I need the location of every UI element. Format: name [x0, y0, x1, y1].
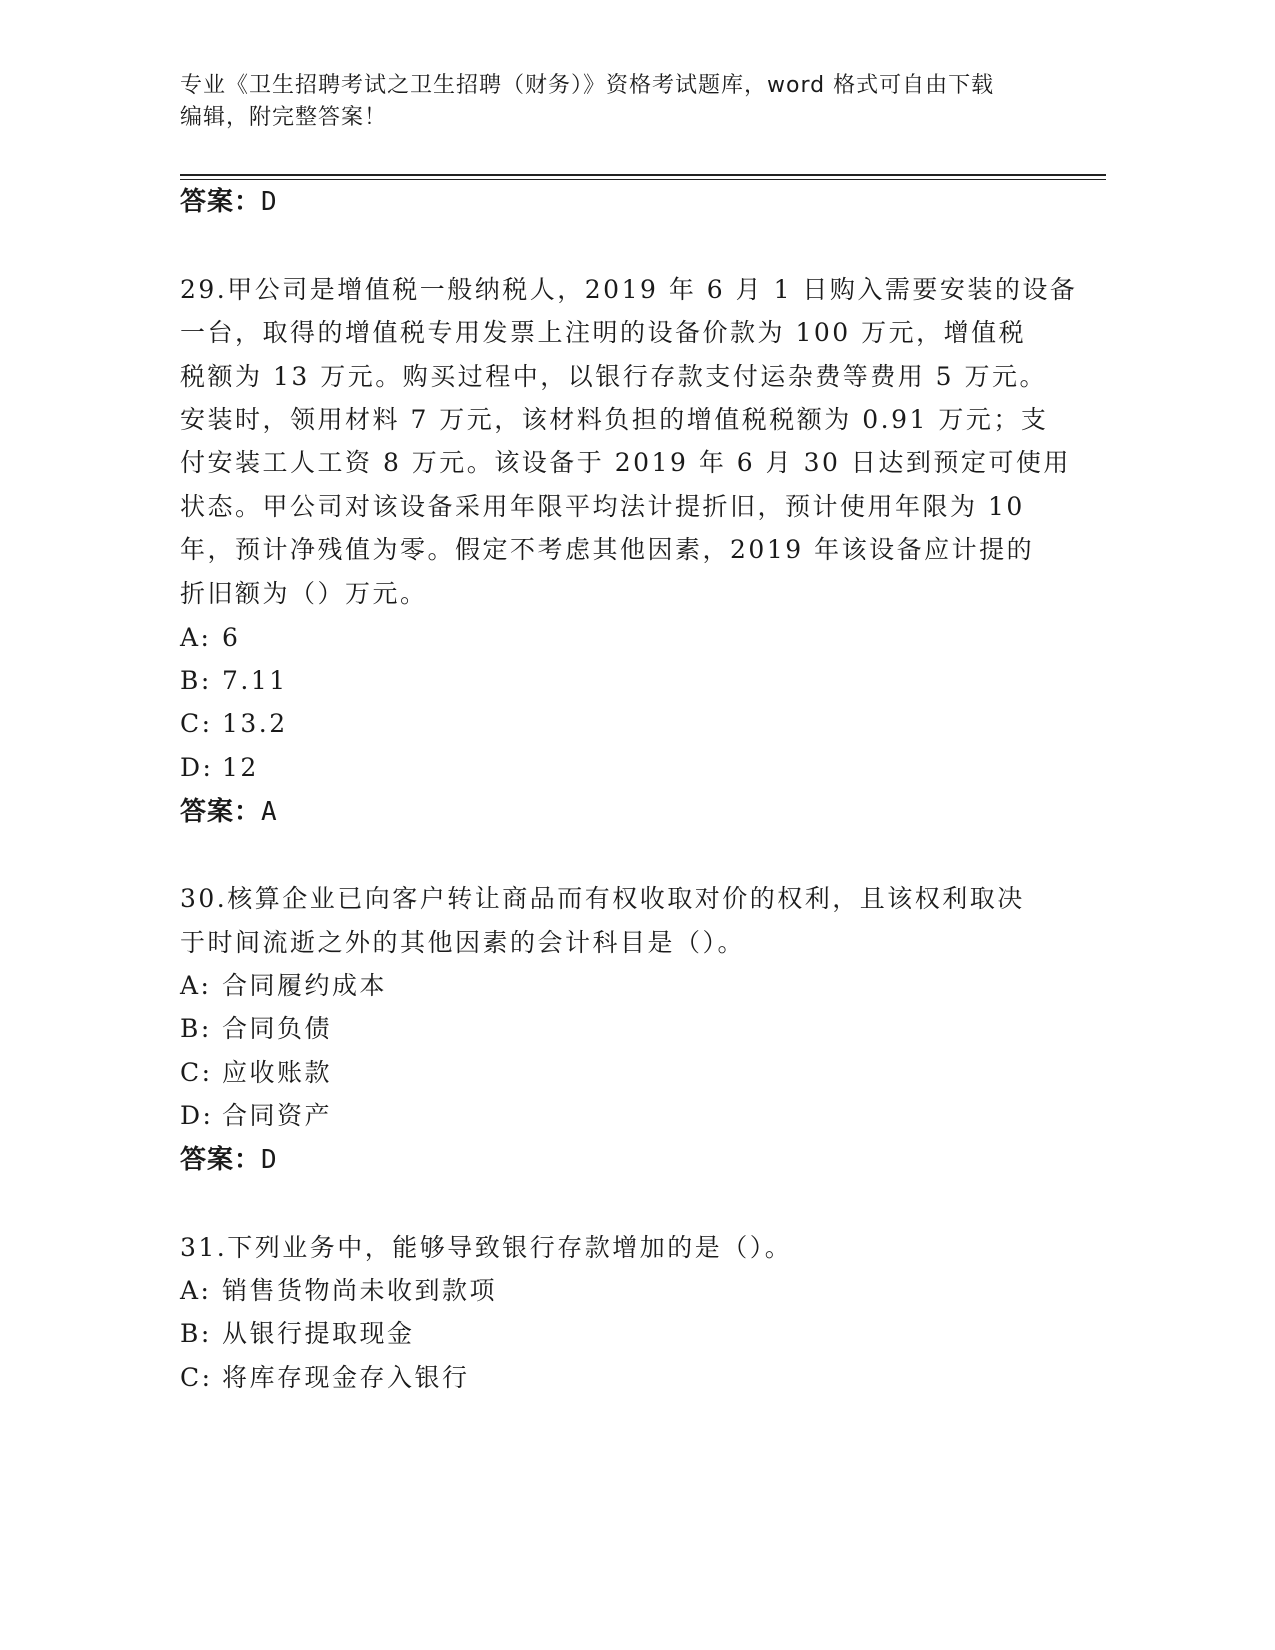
option-a: [180, 620, 240, 656]
answer-label: 答案：: [180, 187, 262, 217]
answer-29: [180, 794, 278, 830]
option-label: C:: [180, 1058, 213, 1087]
header-rule-thin: [180, 179, 1106, 180]
option-text: 将库存现金存入银行: [222, 1363, 470, 1392]
answer-prev: [180, 184, 278, 220]
answer-value: D: [261, 1145, 278, 1175]
header-rule-thick: [180, 174, 1106, 176]
option-d: [180, 1098, 332, 1134]
option-b: [180, 1011, 332, 1047]
option-d: [180, 750, 259, 786]
option-text: 13.2: [222, 709, 288, 738]
option-label: C:: [180, 709, 213, 738]
option-text: 7.11: [222, 666, 288, 695]
option-a: [180, 1273, 497, 1309]
option-text: 合同履约成本: [222, 971, 388, 1000]
question-29-line: 付安装工人工资 8 万元。该设备于 2019 年 6 月 30 日达到预定可使用: [180, 448, 1071, 477]
answer-value: A: [261, 797, 278, 827]
question-29-line: 状态。甲公司对该设备采用年限平均法计提折旧，预计使用年限为 10: [180, 492, 1025, 521]
header-line-2: 编辑，附完整答案！: [180, 105, 388, 130]
option-c: [180, 706, 288, 742]
option-label: B:: [180, 1319, 212, 1348]
option-label: D:: [180, 753, 214, 782]
question-29-line: 安装时，领用材料 7 万元，该材料负担的增值税税额为 0.91 万元；支: [180, 405, 1049, 434]
question-30-line: 30.核算企业已向客户转让商品而有权收取对价的权利，且该权利取决: [180, 884, 1025, 913]
option-text: 销售货物尚未收到款项: [222, 1276, 498, 1305]
question-29-line: 税额为 13 万元。购买过程中，以银行存款支付运杂费等费用 5 万元。: [180, 362, 1048, 391]
option-label: D:: [180, 1101, 214, 1130]
option-text: 12: [222, 753, 259, 782]
question-29-line: 年，预计净残值为零。假定不考虑其他因素，2019 年该设备应计提的: [180, 535, 1035, 564]
option-b: [180, 1316, 415, 1352]
option-label: C:: [180, 1363, 213, 1392]
question-31-line: 31.下列业务中，能够导致银行存款增加的是（）。: [180, 1233, 793, 1262]
option-label: A:: [180, 971, 212, 1000]
option-b: [180, 663, 288, 699]
option-text: 应收账款: [222, 1058, 333, 1087]
answer-30: [180, 1142, 278, 1178]
option-text: 合同资产: [222, 1101, 333, 1130]
question-30-line: 于时间流逝之外的其他因素的会计科目是（）。: [180, 928, 746, 957]
question-29-line: 29.甲公司是增值税一般纳税人，2019 年 6 月 1 日购入需要安装的设备: [180, 275, 1078, 304]
question-29-line: 折旧额为（）万元。: [180, 579, 428, 608]
option-label: B:: [180, 1014, 212, 1043]
answer-label: 答案：: [180, 1145, 262, 1175]
option-text: 合同负债: [222, 1014, 333, 1043]
option-a: [180, 968, 387, 1004]
option-label: A:: [180, 623, 212, 652]
option-label: A:: [180, 1276, 212, 1305]
document-header: [180, 70, 1060, 134]
option-text: 6: [222, 623, 241, 652]
header-line-1: 专业《卫生招聘考试之卫生招聘（财务）》资格考试题库，word 格式可自由下载: [180, 73, 995, 98]
option-c: [180, 1360, 470, 1396]
option-label: B:: [180, 666, 212, 695]
answer-label: 答案：: [180, 797, 262, 827]
option-c: [180, 1055, 332, 1091]
question-29-line: 一台，取得的增值税专用发票上注明的设备价款为 100 万元，增值税: [180, 318, 1027, 347]
option-text: 从银行提取现金: [222, 1319, 415, 1348]
answer-value: D: [261, 187, 278, 217]
